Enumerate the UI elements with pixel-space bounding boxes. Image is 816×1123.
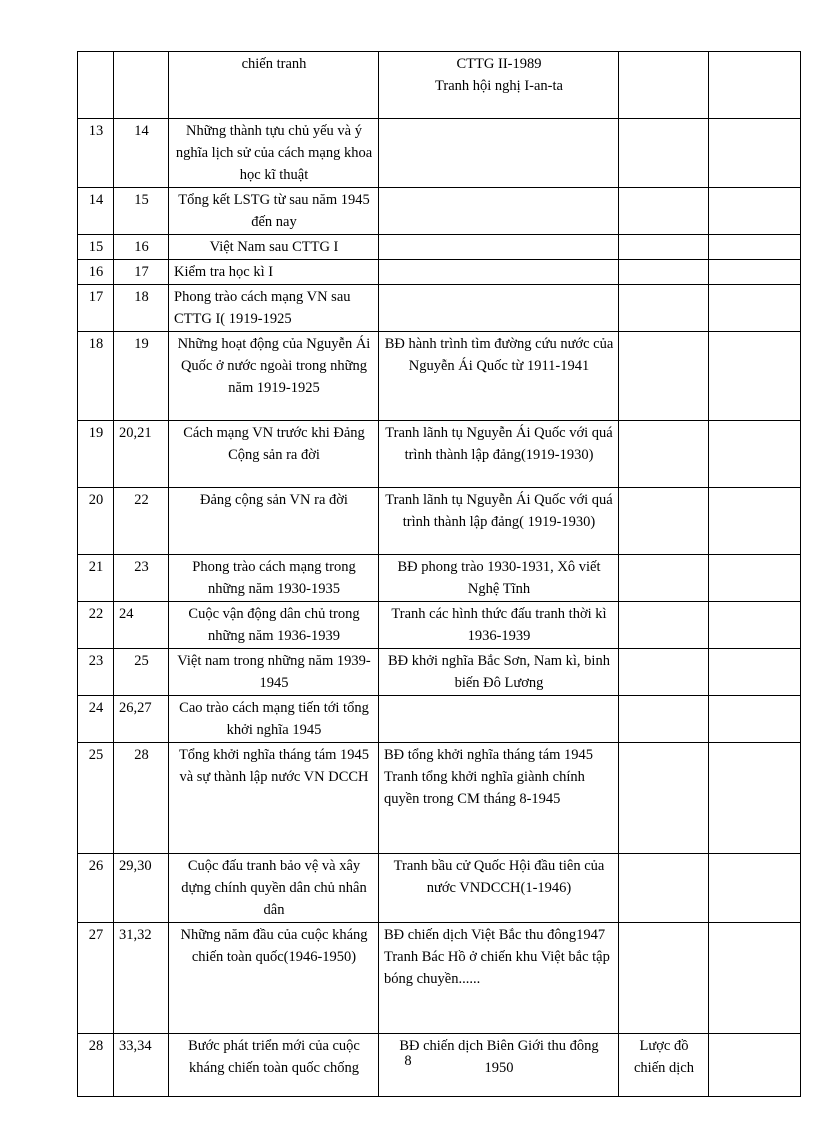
lesson-title-cell: Phong trào cách mạng trong những năm 1930-1935 (169, 555, 379, 602)
extra-cell (619, 119, 709, 188)
teaching-materials-cell (379, 260, 619, 285)
teaching-materials-cell: Tranh các hình thức đấu tranh thời kì 1936-1939 (379, 602, 619, 649)
note-cell (709, 421, 801, 488)
note-cell (709, 188, 801, 235)
table-row (78, 235, 801, 260)
lesson-number-cell: 21 (78, 555, 114, 602)
table-row (78, 602, 801, 649)
lesson-number-cell: 19 (78, 421, 114, 488)
extra-cell (619, 235, 709, 260)
period-cell: 15 (114, 188, 169, 235)
lesson-number-cell: 27 (78, 923, 114, 1034)
lesson-number-cell: 28 (78, 1034, 114, 1097)
lesson-number-cell: 13 (78, 119, 114, 188)
teaching-materials-cell: BĐ chiến dịch Việt Bắc thu đông1947 Tranh Bác Hồ ở chiến khu Việt bắc tập bóng chuyền...... (379, 923, 619, 1034)
note-cell (709, 285, 801, 332)
lesson-number-cell: 22 (78, 602, 114, 649)
teaching-materials-cell (379, 235, 619, 260)
extra-cell (619, 285, 709, 332)
table-row (78, 119, 801, 188)
period-cell: 14 (114, 119, 169, 188)
lesson-title-cell: Đảng cộng sản VN ra đời (169, 488, 379, 555)
extra-cell (619, 52, 709, 119)
lesson-number-cell: 20 (78, 488, 114, 555)
table-row (78, 52, 801, 119)
note-cell (709, 52, 801, 119)
table-row (78, 332, 801, 421)
note-cell (709, 260, 801, 285)
lesson-number-cell: 24 (78, 696, 114, 743)
lesson-title-cell: Cao trào cách mạng tiến tới tổng khởi nghĩa 1945 (169, 696, 379, 743)
table-row (78, 285, 801, 332)
lesson-number-cell: 14 (78, 188, 114, 235)
period-cell: 33,34 (114, 1034, 169, 1097)
lesson-number-cell: 17 (78, 285, 114, 332)
teaching-materials-cell: BĐ khởi nghĩa Bắc Sơn, Nam kì, binh biến Đô Lương (379, 649, 619, 696)
period-cell: 24 (114, 602, 169, 649)
table-row (78, 421, 801, 488)
extra-cell (619, 854, 709, 923)
period-cell: 19 (114, 332, 169, 421)
lesson-title-cell: Phong trào cách mạng VN sau CTTG I( 1919-1925 (169, 285, 379, 332)
lesson-number-cell: 23 (78, 649, 114, 696)
table-row (78, 555, 801, 602)
teaching-materials-cell (379, 119, 619, 188)
extra-cell (619, 743, 709, 854)
table-row (78, 649, 801, 696)
table-row (78, 696, 801, 743)
note-cell (709, 649, 801, 696)
lesson-title-cell: Những thành tựu chủ yếu và ý nghĩa lịch sử của cách mạng khoa học kĩ thuật (169, 119, 379, 188)
table-row (78, 488, 801, 555)
lesson-title-cell: Những hoạt động của Nguyễn Ái Quốc ở nước ngoài trong những năm 1919-1925 (169, 332, 379, 421)
extra-cell (619, 555, 709, 602)
teaching-materials-cell: Tranh lãnh tụ Nguyễn Ái Quốc với quá trình thành lập đảng(1919-1930) (379, 421, 619, 488)
extra-cell (619, 696, 709, 743)
extra-cell: Lược đồ chiến dịch (619, 1034, 709, 1097)
table-row (78, 188, 801, 235)
extra-cell (619, 488, 709, 555)
note-cell (709, 119, 801, 188)
teaching-materials-cell (379, 188, 619, 235)
lesson-plan-table (77, 51, 801, 1097)
period-cell: 26,27 (114, 696, 169, 743)
period-cell: 28 (114, 743, 169, 854)
lesson-title-cell: chiến tranh (169, 52, 379, 119)
extra-cell (619, 188, 709, 235)
teaching-materials-cell: BĐ phong trào 1930-1931, Xô viết Nghệ Tĩnh (379, 555, 619, 602)
teaching-materials-cell: BĐ hành trình tìm đường cứu nước của Nguyễn Ái Quốc từ 1911-1941 (379, 332, 619, 421)
lesson-number-cell: 18 (78, 332, 114, 421)
note-cell (709, 602, 801, 649)
extra-cell (619, 260, 709, 285)
note-cell (709, 696, 801, 743)
table-row (78, 923, 801, 1034)
lesson-title-cell: Việt Nam sau CTTG I (169, 235, 379, 260)
lesson-title-cell: Việt nam trong những năm 1939-1945 (169, 649, 379, 696)
period-cell: 17 (114, 260, 169, 285)
note-cell (709, 923, 801, 1034)
lesson-number-cell: 16 (78, 260, 114, 285)
lesson-number-cell: 15 (78, 235, 114, 260)
lesson-title-cell: Cuộc vận động dân chủ trong những năm 1936-1939 (169, 602, 379, 649)
period-cell (114, 52, 169, 119)
note-cell (709, 488, 801, 555)
period-cell: 20,21 (114, 421, 169, 488)
extra-cell (619, 649, 709, 696)
teaching-materials-cell: BĐ tổng khởi nghĩa tháng tám 1945 Tranh tổng khởi nghĩa giành chính quyền trong CM tháng 8-1945 (379, 743, 619, 854)
teaching-materials-cell: BĐ chiến dịch Biên Giới thu đông 1950 (379, 1034, 619, 1097)
lesson-title-cell: Bước phát triển mới của cuộc kháng chiến toàn quốc chống (169, 1034, 379, 1097)
teaching-materials-cell: Tranh bầu cử Quốc Hội đầu tiên của nước VNDCCH(1-1946) (379, 854, 619, 923)
extra-cell (619, 602, 709, 649)
period-cell: 22 (114, 488, 169, 555)
extra-cell (619, 923, 709, 1034)
table-row (78, 743, 801, 854)
lesson-title-cell: Cuộc đấu tranh bảo vệ và xây dựng chính quyền dân chủ nhân dân (169, 854, 379, 923)
teaching-materials-cell (379, 696, 619, 743)
table-row (78, 260, 801, 285)
lesson-title-cell: Tổng kết LSTG từ sau năm 1945 đến nay (169, 188, 379, 235)
note-cell (709, 555, 801, 602)
lesson-number-cell: 26 (78, 854, 114, 923)
lesson-title-cell: Kiểm tra học kì I (169, 260, 379, 285)
extra-cell (619, 421, 709, 488)
period-cell: 31,32 (114, 923, 169, 1034)
lesson-number-cell: 25 (78, 743, 114, 854)
teaching-materials-cell: CTTG II-1989 Tranh hội nghị I-an-ta (379, 52, 619, 119)
teaching-materials-cell (379, 285, 619, 332)
teaching-materials-cell: Tranh lãnh tụ Nguyễn Ái Quốc với quá trình thành lập đảng( 1919-1930) (379, 488, 619, 555)
note-cell (709, 235, 801, 260)
period-cell: 16 (114, 235, 169, 260)
note-cell (709, 743, 801, 854)
note-cell (709, 332, 801, 421)
page-number: 8 (404, 1053, 412, 1069)
lesson-title-cell: Cách mạng VN trước khi Đảng Cộng sản ra đời (169, 421, 379, 488)
lesson-title-cell: Tổng khởi nghĩa tháng tám 1945 và sự thành lập nước VN DCCH (169, 743, 379, 854)
period-cell: 29,30 (114, 854, 169, 923)
extra-cell (619, 332, 709, 421)
lesson-number-cell (78, 52, 114, 119)
lesson-title-cell: Những năm đầu của cuộc kháng chiến toàn quốc(1946-1950) (169, 923, 379, 1034)
table-row (78, 854, 801, 923)
period-cell: 23 (114, 555, 169, 602)
period-cell: 18 (114, 285, 169, 332)
period-cell: 25 (114, 649, 169, 696)
note-cell (709, 854, 801, 923)
